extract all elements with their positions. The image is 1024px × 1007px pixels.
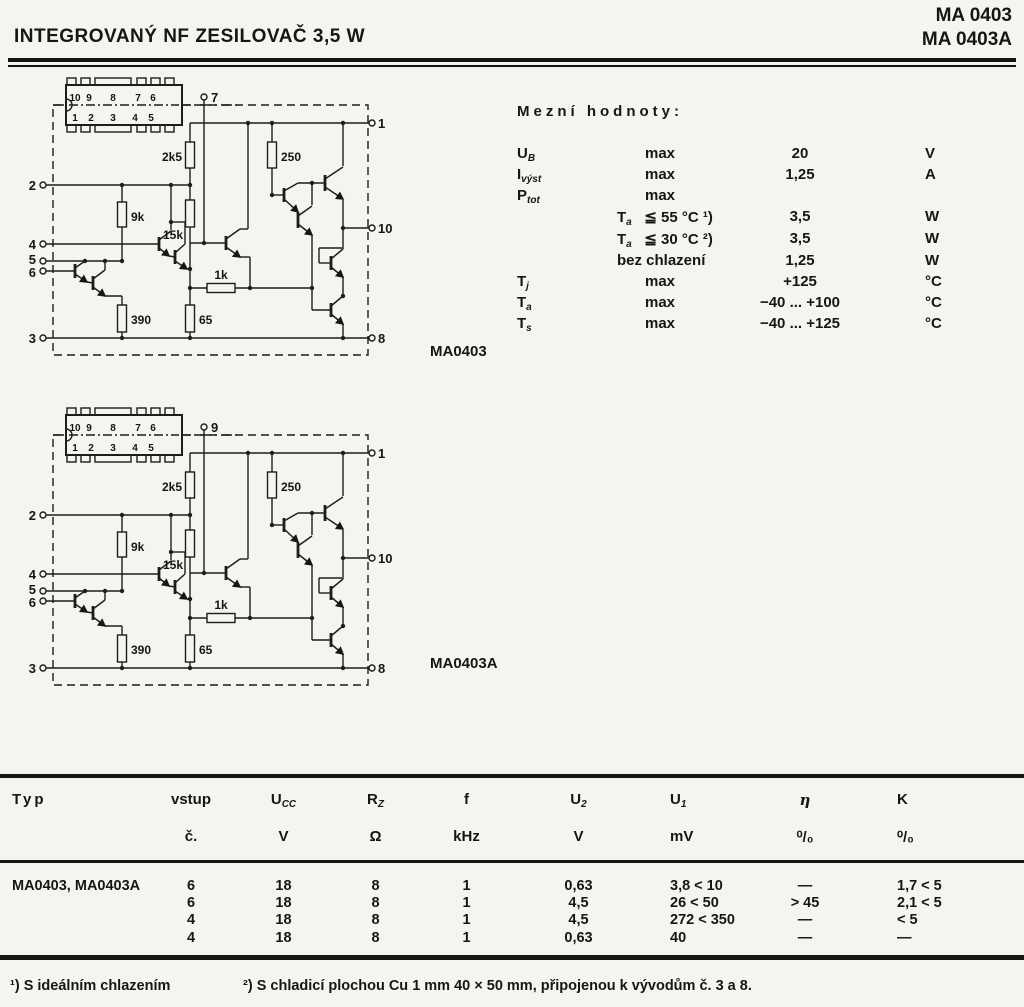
resistor-label-1k: 1k <box>214 268 228 282</box>
limit-row-tj: $T_j$ max +125 °C <box>517 273 942 292</box>
pkg-pin-5: 5 <box>148 113 154 124</box>
top-terminal-label-9: 9 <box>211 420 219 435</box>
col-header-vstup: vstup <box>170 791 211 808</box>
resistor-label-250: 250 <box>281 150 302 164</box>
transistors <box>75 167 343 324</box>
unit-v1: V <box>278 828 289 845</box>
terminal-label-6: 6 <box>28 265 36 280</box>
table-data-row: 4 18 8 1 4,5 272 < 350 — < 5 <box>186 912 918 928</box>
unit-cislo: č. <box>184 828 198 845</box>
table-units-row <box>12 828 1012 846</box>
terminal-label-10: 10 <box>378 221 393 236</box>
limit-row-ts: $T_s$ max −40 ... +125 °C <box>517 315 942 334</box>
terminal-label-2: 2 <box>28 178 36 193</box>
col-header-u2: $U_2$ <box>570 791 587 810</box>
resistor-label-9k: 9k <box>131 210 145 224</box>
pkg-pin-9: 9 <box>86 93 92 104</box>
wires <box>46 100 369 338</box>
unit-v2: V <box>573 828 584 845</box>
resistor-label-15k: 15k <box>162 228 183 242</box>
header-rule-thick <box>8 58 1016 62</box>
unit-ohm: Ω <box>369 828 382 845</box>
col-header-ucc: $U_{CC}$ <box>270 791 297 810</box>
col-header-k: K <box>897 791 908 808</box>
pkg-pin-2: 2 <box>88 113 94 124</box>
col-header-f: f <box>464 791 469 808</box>
schematic-ma0403 <box>25 72 465 372</box>
table-data-row: 4 18 8 1 0,63 40 — — <box>186 930 912 946</box>
header-rule-thin <box>8 65 1016 67</box>
page-title: INTEGROVANÝ NF ZESILOVAČ 3,5 W <box>14 26 366 47</box>
pkg-pin-7: 7 <box>135 93 141 104</box>
schematic-caption-ma0403a: MA0403A <box>430 655 498 672</box>
pkg-pin-10: 10 <box>69 93 81 104</box>
limit-row-ub: $U_B$ max 20 V <box>517 145 936 164</box>
col-header-rz: $R_Z$ <box>367 791 384 810</box>
terminal-label-8: 8 <box>378 331 386 346</box>
terminal-label-1: 1 <box>378 116 386 131</box>
schematic-ma0403a <box>25 402 465 702</box>
col-header-eta: η <box>799 791 811 809</box>
part-number-1: MA 0403 <box>935 5 1012 26</box>
pkg-pin-8: 8 <box>110 93 116 104</box>
limit-row-ta: $T_a$ max −40 ... +100 °C <box>517 294 942 313</box>
terminal-label-4: 4 <box>28 237 36 252</box>
limit-row-bez-chlazeni: bez chlazení 1,25 W <box>617 252 940 269</box>
pkg-pin-4: 4 <box>132 113 138 124</box>
footnote-2: ²) S chladicí plochou Cu 1 mm 40 × 50 mm, připojenou k vývodům č. 3 a 8. <box>243 978 752 994</box>
unit-pct1: ⁰/₀ <box>796 829 814 846</box>
unit-mv: mV <box>670 828 694 845</box>
limit-row-ta30: $T_a$ ≦ 30 °C ²) 3,5 W <box>617 230 940 250</box>
table-bottom-rule <box>0 955 1024 960</box>
limit-row-ta55: $T_a$ ≦ 55 °C ¹) 3,5 W <box>617 208 940 228</box>
part-number-2: MA 0403A <box>921 29 1012 50</box>
table-mid-rule <box>0 860 1024 863</box>
unit-pct2: ⁰/₀ <box>897 829 914 846</box>
part-numbers <box>922 4 1012 52</box>
type-label: MA0403, MA0403A <box>12 878 141 894</box>
table-data-row: MA0403, MA0403A 6 18 8 1 0,63 3,8 < 10 — 1,7 < 5 <box>12 878 942 894</box>
unit-khz: kHz <box>453 828 480 845</box>
limit-values-heading: Mezní hodnoty: <box>517 103 683 120</box>
col-header-u1: $U_1$ <box>670 791 687 810</box>
pkg-pin-3: 3 <box>110 113 116 124</box>
limit-row-ivyst: $I_{výst}$ max 1,25 A <box>517 166 936 185</box>
table-header-row <box>12 791 1012 809</box>
resistors <box>118 142 277 332</box>
table-top-rule <box>0 774 1024 778</box>
terminal-label-3: 3 <box>28 331 36 346</box>
limit-row-ptot: $P_{tot}$ max <box>517 187 676 206</box>
resistor-label-2k5: 2k5 <box>161 150 182 164</box>
table-data-row: 6 18 8 1 4,5 26 < 50 > 45 2,1 < 5 <box>186 895 942 911</box>
col-header-typ: Typ <box>12 791 47 808</box>
terminal-label-5: 5 <box>28 252 36 267</box>
footnote-1: ¹) S ideálním chlazením <box>10 978 171 994</box>
schematic-caption-ma0403: MA0403 <box>430 343 487 360</box>
resistor-label-390: 390 <box>131 313 152 327</box>
resistor-label-65: 65 <box>199 313 213 327</box>
pkg-pin-6: 6 <box>150 93 156 104</box>
top-terminal-label-7: 7 <box>211 90 219 105</box>
ic-package <box>66 78 182 132</box>
pkg-pin-1: 1 <box>72 113 78 124</box>
